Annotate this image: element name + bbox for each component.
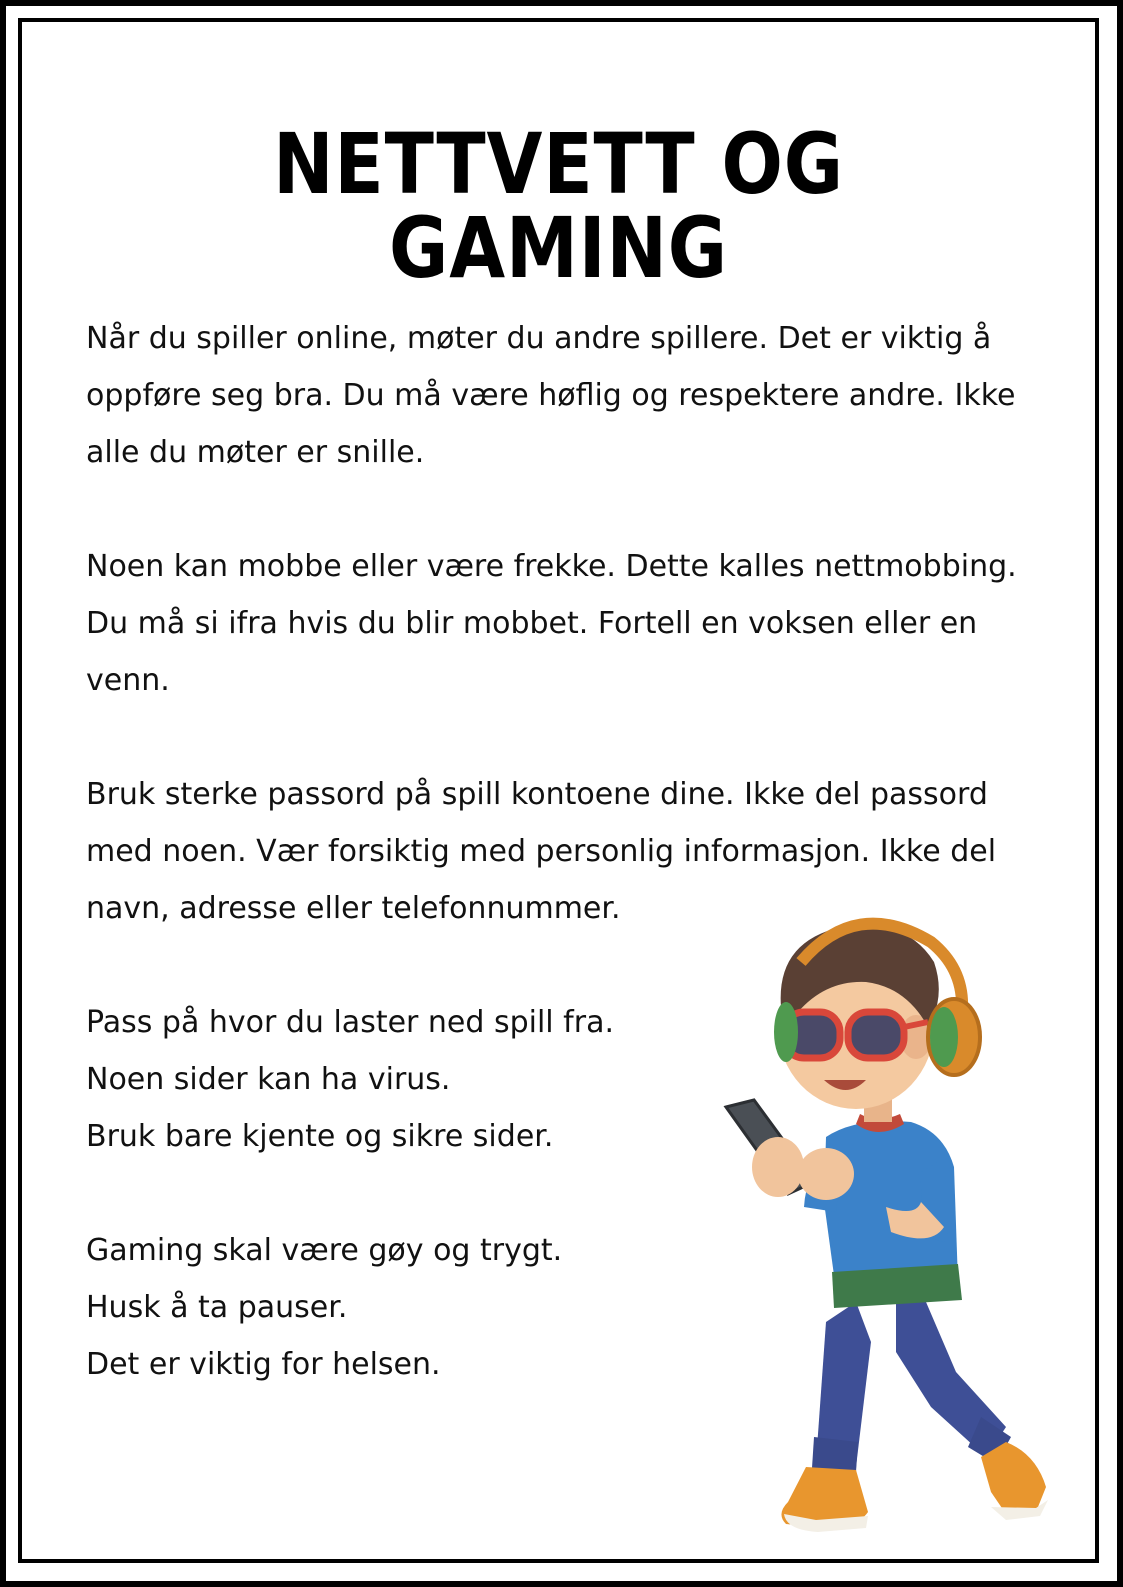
headphone-left-cup (774, 1002, 798, 1062)
text-line: Det er viktig for helsen. (86, 1347, 441, 1382)
text-line: Gaming skal være gøy og trygt. (86, 1233, 563, 1268)
right-shoe (981, 1442, 1046, 1514)
worksheet (18, 18, 1099, 1563)
text-line: med noen. Vær forsiktig med personlig informasjon. Ikke del (86, 834, 997, 869)
headphone-right-pad (930, 1007, 958, 1067)
text-line: Du må si ifra hvis du blir mobbet. Fortell en voksen eller en (86, 606, 978, 641)
text-line: venn. (86, 663, 170, 698)
paragraph-online-behaviour (86, 310, 1086, 481)
sunglasses-right-lens (848, 1012, 904, 1058)
text-line: alle du møter er snille. (86, 435, 425, 470)
gamer-kid-illustration (706, 902, 1066, 1562)
text-line: Når du spiller online, møter du andre spillere. Det er viktig å (86, 321, 992, 356)
page-title: NETTVETT OG GAMING (273, 115, 844, 297)
text-line: Husk å ta pauser. (86, 1290, 348, 1325)
left-cuff (812, 1437, 858, 1472)
text-line: navn, adresse eller telefonnummer. (86, 891, 621, 926)
text-line: Noen kan mobbe eller være frekke. Dette kalles nettmobbing. (86, 549, 1017, 584)
text-line: Noen sider kan ha virus. (86, 1062, 451, 1097)
paragraph-cyberbullying (86, 538, 1086, 709)
text-line: Bruk sterke passord på spill kontoene dine. Ikke del passord (86, 777, 988, 812)
text-line: Bruk bare kjente og sikre sider. (86, 1119, 554, 1154)
page-frame (6, 6, 1117, 1581)
text-line: Pass på hvor du laster ned spill fra. (86, 1005, 614, 1040)
text-line: oppføre seg bra. Du må være høflig og respektere andre. Ikke (86, 378, 1016, 413)
left-hand (752, 1137, 804, 1197)
right-hand (798, 1148, 854, 1200)
